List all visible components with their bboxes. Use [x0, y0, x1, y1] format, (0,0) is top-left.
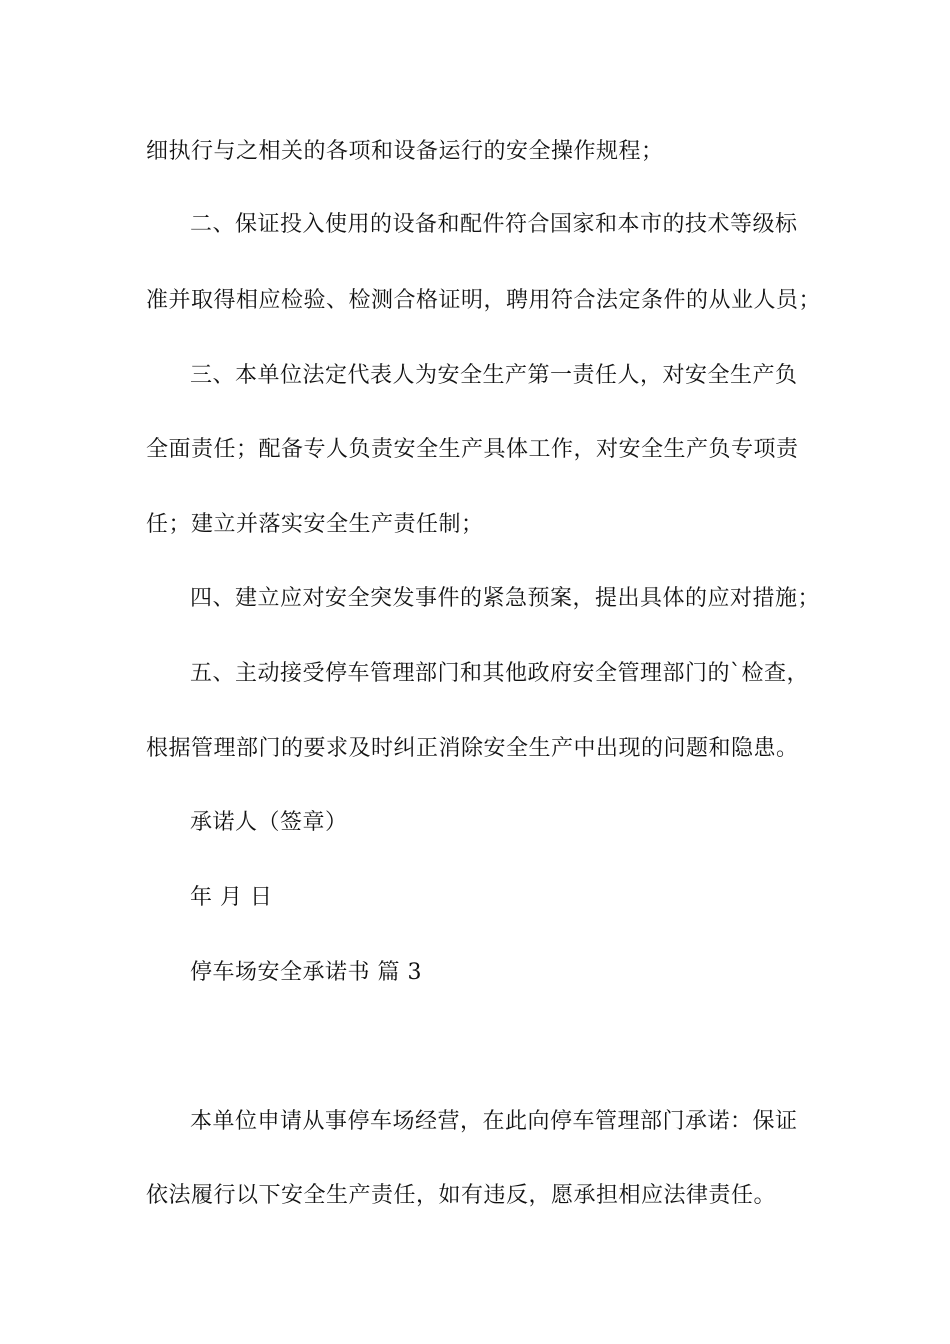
text-line: 根据管理部门的要求及时纠正消除安全生产中出现的问题和隐患。 — [146, 736, 799, 761]
text-line: 五、主动接受停车管理部门和其他政府安全管理部门的`检查， — [190, 661, 810, 686]
text-line: 细执行与之相关的各项和设备运行的安全操作规程； — [146, 139, 664, 164]
text-line: 本单位申请从事停车场经营，在此向停车管理部门承诺：保证 — [190, 1109, 798, 1134]
text-line: 全面责任；配备专人负责安全生产具体工作，对安全生产负专项责 — [146, 437, 799, 462]
text-line: 四、建立应对安全突发事件的紧急预案，提出具体的应对措施； — [190, 586, 821, 611]
text-line: 准并取得相应检验、检测合格证明，聘用符合法定条件的从业人员； — [146, 288, 822, 313]
text-line: 二、保证投入使用的设备和配件符合国家和本市的技术等级标 — [190, 212, 798, 237]
date-line: 年 月 日 — [190, 885, 273, 910]
text-line: 任；建立并落实安全生产责任制； — [146, 512, 484, 537]
signature-label: 承诺人（签章） — [190, 810, 348, 835]
text-line: 三、本单位法定代表人为安全生产第一责任人，对安全生产负 — [190, 363, 798, 388]
text-line: 依法履行以下安全生产责任，如有违反，愿承担相应法律责任。 — [146, 1183, 777, 1208]
section-heading: 停车场安全承诺书 篇 3 — [190, 960, 422, 985]
